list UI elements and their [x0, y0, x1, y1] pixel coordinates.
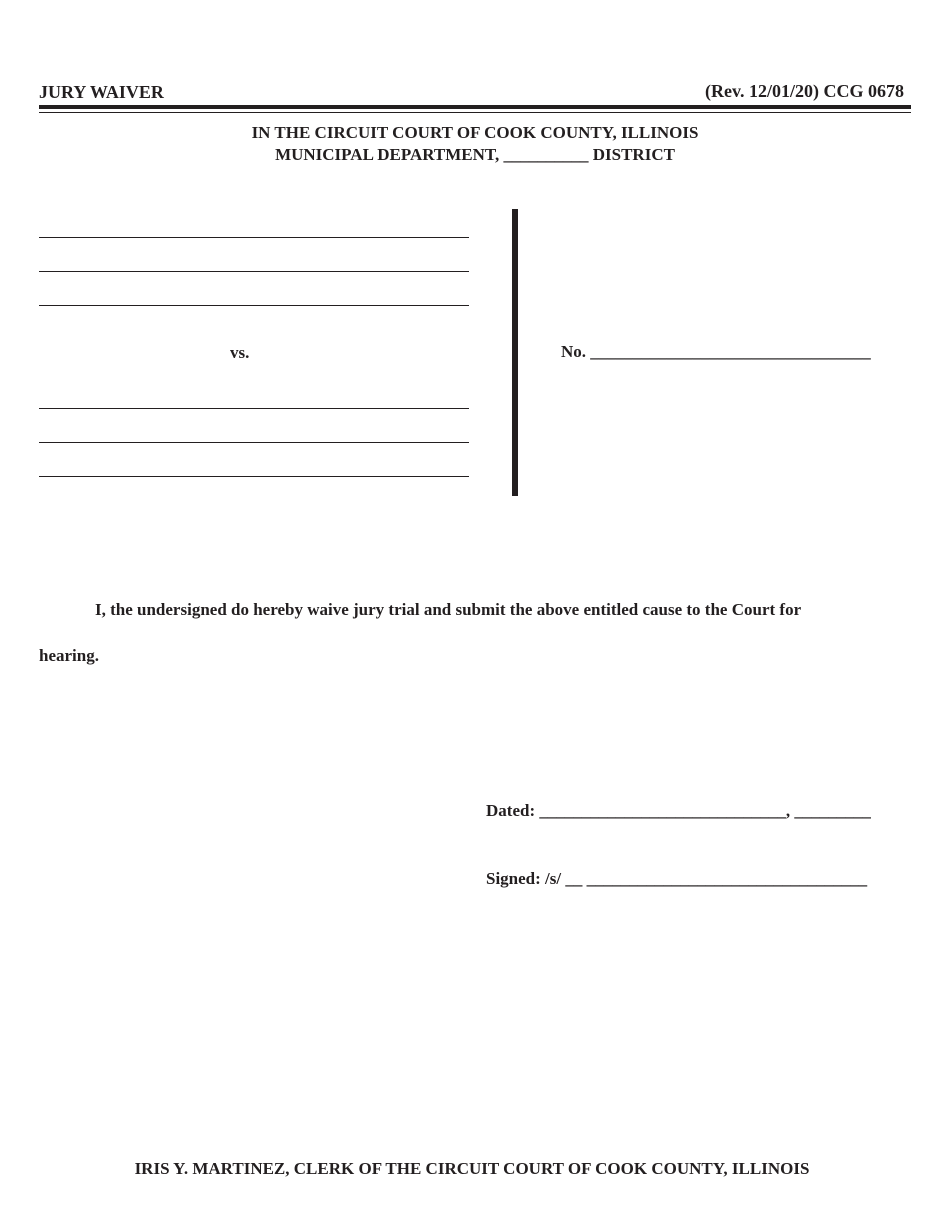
- case-number-field[interactable]: No. _________________________________: [561, 342, 871, 361]
- court-department: MUNICIPAL DEPARTMENT, __________ DISTRICT: [275, 145, 675, 164]
- plaintiff-line-3[interactable]: [39, 305, 469, 306]
- form-revision: (Rev. 12/01/20) CCG 0678: [705, 81, 904, 101]
- waiver-text-line-2: hearing.: [39, 646, 99, 665]
- defendant-line-2[interactable]: [39, 442, 469, 443]
- header-rule-thin: [39, 112, 911, 113]
- caption-divider: [512, 209, 518, 496]
- dated-field[interactable]: Dated: _____________________________, _________: [486, 801, 871, 820]
- signature-field[interactable]: Signed: /s/ __ _________________________________: [486, 869, 868, 888]
- defendant-line-3[interactable]: [39, 476, 469, 477]
- court-name: IN THE CIRCUIT COURT OF COOK COUNTY, ILLINOIS: [251, 123, 699, 142]
- plaintiff-line-2[interactable]: [39, 271, 469, 272]
- versus-label: vs.: [230, 343, 250, 362]
- form-title: JURY WAIVER: [39, 82, 164, 102]
- header-rule-thick: [39, 105, 911, 109]
- clerk-footer: IRIS Y. MARTINEZ, CLERK OF THE CIRCUIT COURT OF COOK COUNTY, ILLINOIS: [134, 1159, 810, 1178]
- waiver-text-line-1: I, the undersigned do hereby waive jury trial and submit the above entitled cause to the Court for: [95, 600, 802, 619]
- plaintiff-line-1[interactable]: [39, 237, 469, 238]
- defendant-line-1[interactable]: [39, 408, 469, 409]
- court-heading: [0, 122, 950, 166]
